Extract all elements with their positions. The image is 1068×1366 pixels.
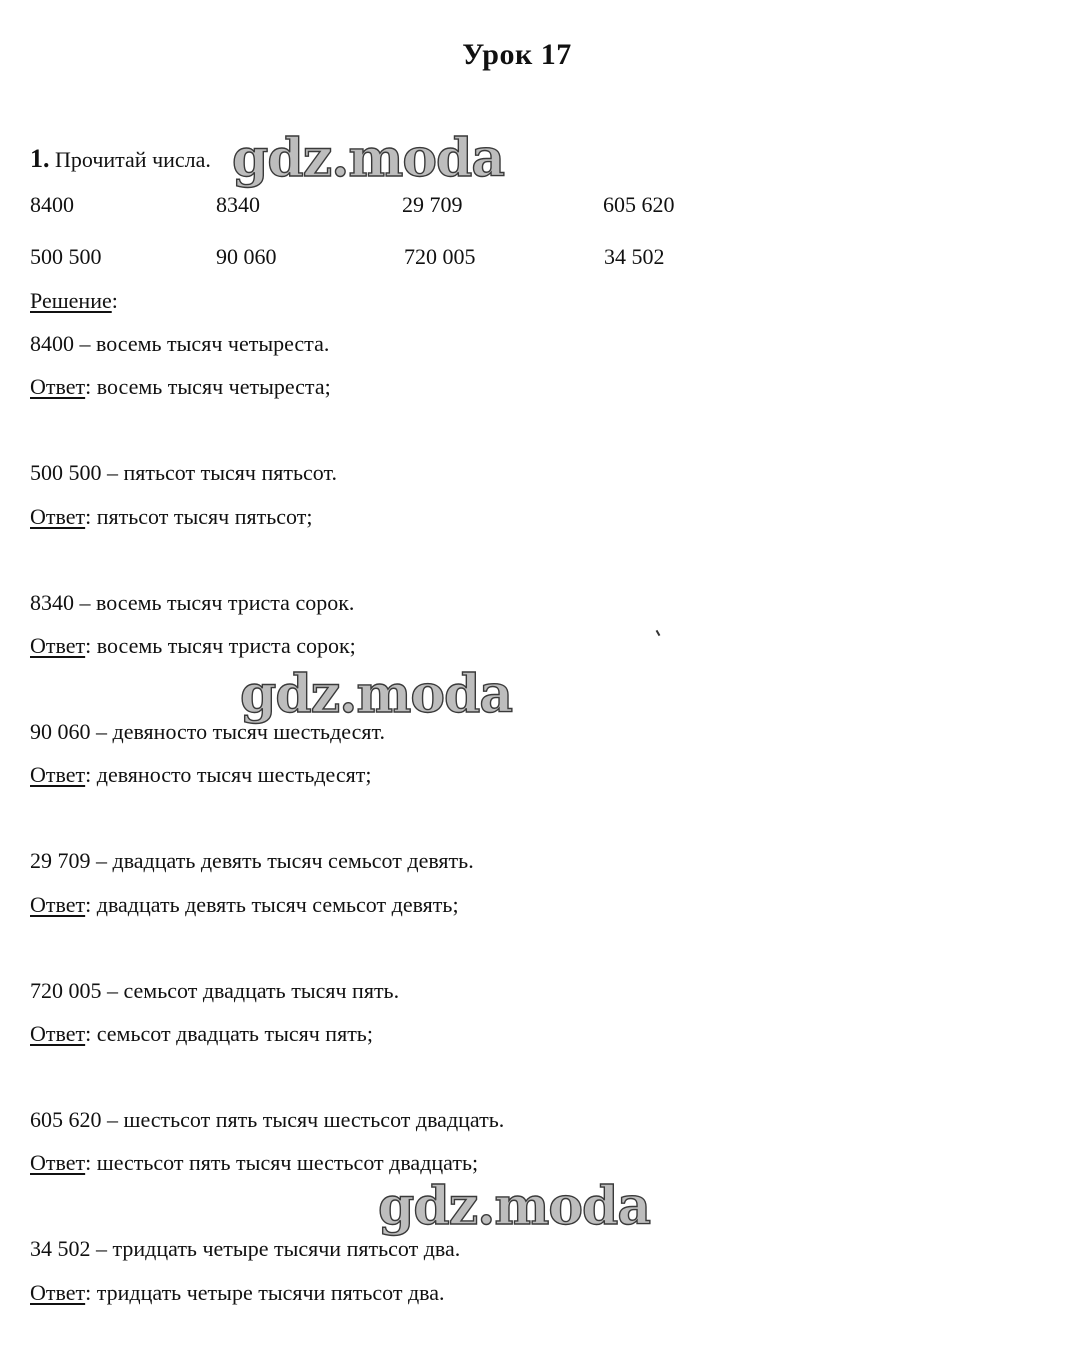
solution-statement: 605 620 – шестьсот пять тысяч шестьсот двадцать. — [30, 1107, 505, 1132]
scan-speck — [656, 630, 661, 636]
answer-text: : девяносто тысяч шестьдесят; — [85, 762, 372, 787]
answer-label: Ответ — [30, 762, 86, 787]
answer-text: : семьсот двадцать тысяч пять; — [85, 1021, 373, 1046]
number-cell: 8400 — [30, 192, 74, 217]
solution-heading — [30, 288, 118, 314]
answer-line — [30, 633, 356, 659]
answer-text: : пятьсот тысяч пятьсот; — [85, 504, 313, 529]
answer-text: : восемь тысяч триста сорок; — [85, 633, 356, 658]
answer-label: Ответ — [30, 504, 86, 529]
answer-label: Ответ — [30, 1280, 86, 1305]
solution-statement: 8400 – восемь тысяч четыреста. — [30, 331, 330, 356]
answer-text: : тридцать четыре тысячи пятьсот два. — [85, 1280, 445, 1305]
solution-statement: 8340 – восемь тысяч триста сорок. — [30, 590, 355, 615]
number-cell: 500 500 — [30, 244, 102, 269]
answer-label: Ответ — [30, 1021, 86, 1046]
number-cell: 8340 — [216, 192, 260, 217]
answer-text: : шестьсот пять тысяч шестьсот двадцать; — [85, 1150, 479, 1175]
task-instruction: Прочитай числа. — [55, 147, 211, 172]
solution-colon: : — [111, 288, 118, 313]
page-title: Урок 17 — [462, 38, 572, 71]
watermark-logo: gdz.moda — [378, 1176, 651, 1237]
number-cell: 29 709 — [402, 192, 463, 217]
number-cell: 720 005 — [404, 244, 476, 269]
task-heading — [30, 144, 211, 174]
answer-line — [30, 504, 312, 530]
watermark-logo: gdz.moda — [232, 128, 505, 189]
answer-label: Ответ — [30, 633, 86, 658]
watermark-logo: gdz.moda — [240, 664, 513, 725]
number-cell: 34 502 — [604, 244, 665, 269]
solution-statement: 29 709 – двадцать девять тысяч семьсот девять. — [30, 848, 474, 873]
number-cell: 90 060 — [216, 244, 277, 269]
answer-text: : двадцать девять тысяч семьсот девять; — [85, 892, 459, 917]
answer-label: Ответ — [30, 374, 86, 399]
answer-line — [30, 1280, 445, 1306]
answer-line — [30, 892, 459, 918]
answer-line — [30, 762, 371, 788]
answer-text: : восемь тысяч четыреста; — [85, 374, 331, 399]
solution-label: Решение — [30, 288, 112, 313]
answer-label: Ответ — [30, 1150, 86, 1175]
answer-line — [30, 1150, 478, 1176]
answer-line — [30, 374, 331, 400]
number-cell: 605 620 — [603, 192, 675, 217]
task-number: 1. — [30, 144, 50, 173]
solution-statement: 90 060 – девяносто тысяч шестьдесят. — [30, 719, 385, 744]
answer-line — [30, 1021, 373, 1047]
answer-label: Ответ — [30, 892, 86, 917]
solution-statement: 720 005 – семьсот двадцать тысяч пять. — [30, 978, 400, 1003]
solution-statement: 500 500 – пятьсот тысяч пятьсот. — [30, 460, 337, 485]
solution-statement: 34 502 – тридцать четыре тысячи пятьсот два. — [30, 1236, 461, 1261]
